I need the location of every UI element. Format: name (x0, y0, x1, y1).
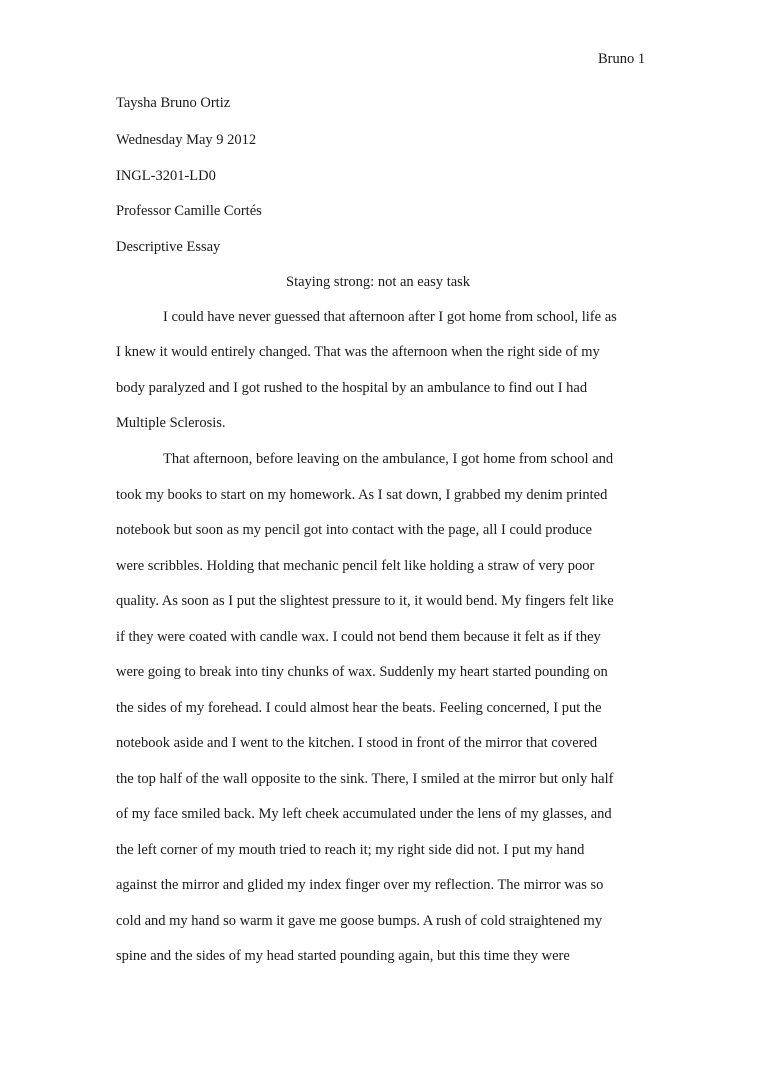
essay-line: took my books to start on my homework. As I sat down, I grabbed my denim printed (116, 487, 608, 503)
essay-line: the sides of my forehead. I could almost hear the beats. Feeling concerned, I put the (116, 700, 602, 716)
essay-line: That afternoon, before leaving on the ambulance, I got home from school and (163, 451, 614, 467)
essay-line: the left corner of my mouth tried to reach it; my right side did not. I put my hand (116, 842, 585, 858)
essay-line: Multiple Sclerosis. (116, 415, 226, 431)
essay-line: quality. As soon as I put the slightest pressure to it, it would bend. My fingers felt like (116, 593, 614, 609)
author-name: Taysha Bruno Ortiz (116, 95, 231, 111)
essay-line: of my face smiled back. My left cheek accumulated under the lens of my glasses, and (116, 806, 612, 822)
essay-line: were scribbles. Holding that mechanic pencil felt like holding a straw of very poor (116, 558, 595, 574)
essay-line: cold and my hand so warm it gave me goose bumps. A rush of cold straightened my (116, 913, 603, 929)
essay-line: against the mirror and glided my index finger over my reflection. The mirror was so (116, 877, 604, 893)
essay-line: I could have never guessed that afternoon after I got home from school, life as (163, 309, 617, 325)
course-line: INGL-3201-LD0 (116, 168, 216, 184)
essay-line: the top half of the wall opposite to the sink. There, I smiled at the mirror but only half (116, 771, 614, 787)
professor-line: Professor Camille Cortés (116, 203, 262, 219)
date-line: Wednesday May 9 2012 (116, 132, 257, 148)
essay-line: were going to break into tiny chunks of wax. Suddenly my heart started pounding on (116, 664, 608, 680)
page-header: Bruno 1 (598, 51, 646, 67)
essay-line: notebook aside and I went to the kitchen. I stood in front of the mirror that covered (116, 735, 598, 751)
essay-line: notebook but soon as my pencil got into contact with the page, all I could produce (116, 522, 592, 538)
essay-line: I knew it would entirely changed. That was the afternoon when the right side of my (116, 344, 600, 360)
essay-line: body paralyzed and I got rushed to the hospital by an ambulance to find out I had (116, 380, 588, 396)
essay-title: Staying strong: not an easy task (286, 274, 471, 290)
assignment-line: Descriptive Essay (116, 239, 221, 255)
essay-line: spine and the sides of my head started pounding again, but this time they were (116, 948, 570, 964)
essay-line: if they were coated with candle wax. I could not bend them because it felt as if they (116, 629, 601, 645)
